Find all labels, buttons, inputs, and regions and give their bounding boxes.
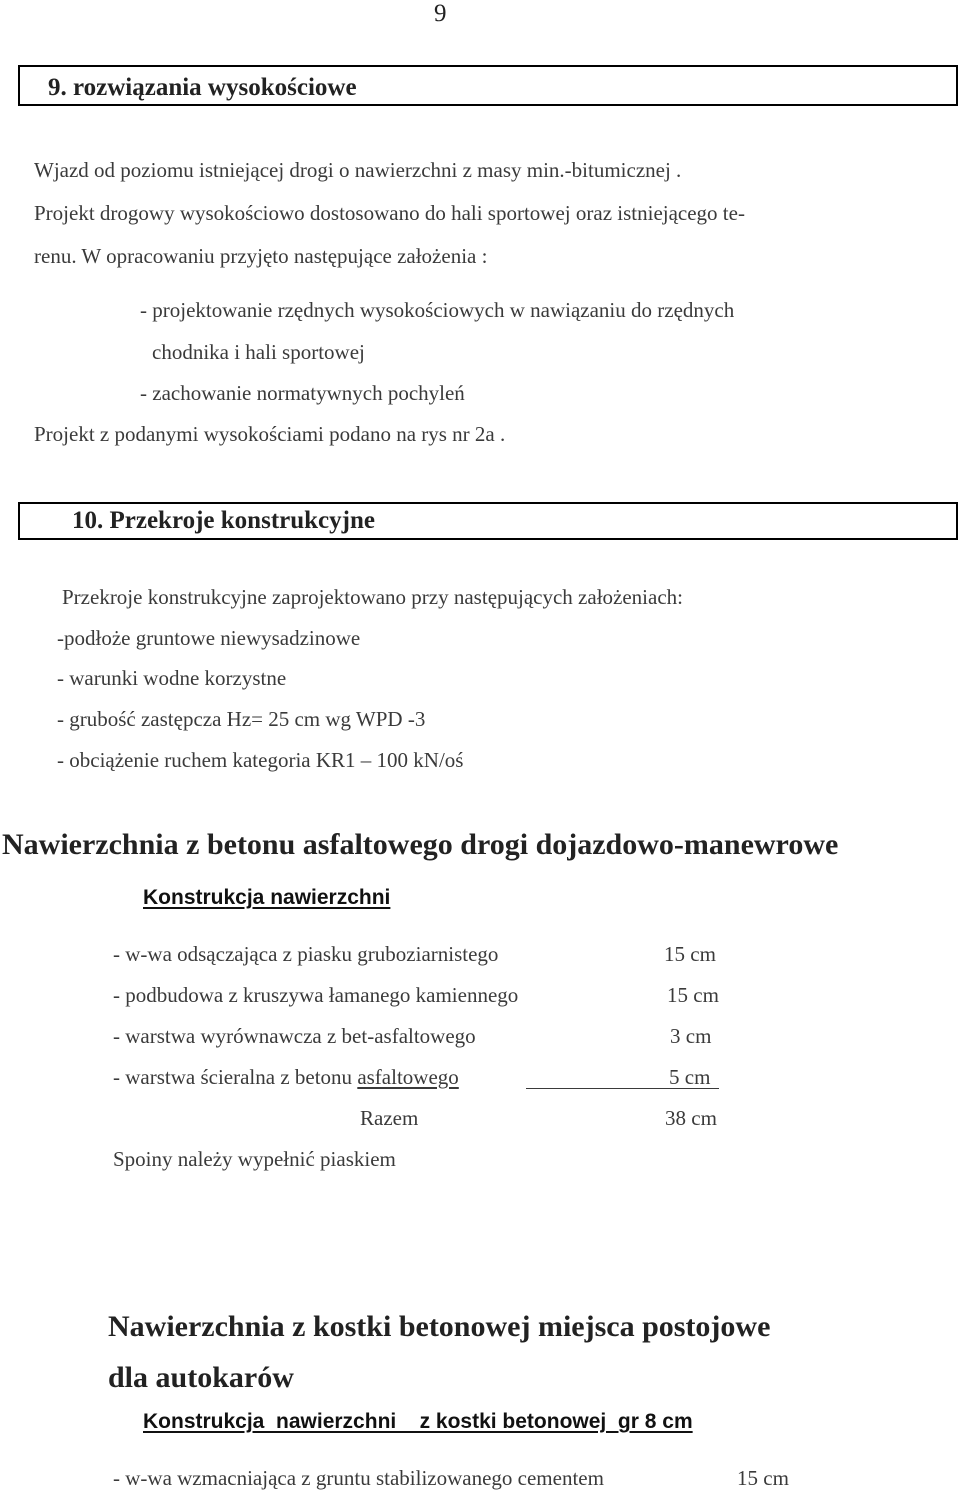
assumption-water-conditions: - warunki wodne korzystne bbox=[57, 666, 287, 690]
asphalt-total-value: 38 cm bbox=[665, 1106, 717, 1130]
asphalt-layer-3-name: - warstwa wyrównawcza z bet-asfaltowego bbox=[113, 1024, 476, 1048]
asphalt-pavement-heading: Nawierzchnia z betonu asfaltowego drogi dojazdowo-manewrowe bbox=[2, 828, 839, 861]
asphalt-layer-1-thickness: 15 cm bbox=[664, 942, 716, 966]
page-number: 9 bbox=[434, 0, 447, 27]
section-9-paragraph-line-3: renu. W opracowaniu przyjęto następujące założenia : bbox=[34, 244, 488, 268]
section-9-paragraph-line-2: Projekt drogowy wysokościowo dostosowano do hali sportowej oraz istniejącego te- bbox=[34, 201, 745, 225]
asphalt-layer-2-thickness: 15 cm bbox=[667, 983, 719, 1007]
section-9-paragraph-line-1: Wjazd od poziomu istniejącej drogi o nawierzchni z masy min.-bitumicznej . bbox=[34, 158, 682, 182]
pavers-construction-subheading: Konstrukcja nawierzchni z kostki betonowej gr 8 cm bbox=[143, 1410, 693, 1433]
asphalt-layer-2-name: - podbudowa z kruszywa łamanego kamiennego bbox=[113, 983, 519, 1007]
assumption-item-1: - projektowanie rzędnych wysokościowych w nawiązaniu do rzędnych bbox=[140, 298, 735, 322]
asphalt-total-label: Razem bbox=[360, 1106, 419, 1130]
asphalt-layer-4-thickness: 5 cm bbox=[669, 1065, 711, 1089]
pavers-layer-1-name: - w-wa wzmacniająca z gruntu stabilizowanego cementem bbox=[113, 1466, 604, 1490]
section-9-closing-line: Projekt z podanymi wysokościami podano na rys nr 2a . bbox=[34, 422, 506, 446]
asphalt-layer-1-name: - w-wa odsączająca z piasku gruboziarnistego bbox=[113, 942, 499, 966]
section-9-title: 9. rozwiązania wysokościowe bbox=[48, 74, 357, 101]
pavers-layer-1-thickness: 15 cm bbox=[737, 1466, 789, 1490]
assumption-equivalent-thickness: - grubość zastępcza Hz= 25 cm wg WPD -3 bbox=[57, 707, 426, 731]
pavers-heading-line-2: dla autokarów bbox=[108, 1361, 294, 1394]
asphalt-layer-4-name-underlined: asfaltowego bbox=[357, 1065, 459, 1089]
asphalt-layer-4-name bbox=[113, 1065, 459, 1089]
assumption-traffic-load: - obciążenie ruchem kategoria KR1 – 100 kN/oś bbox=[57, 748, 464, 772]
assumption-subgrade: -podłoże gruntowe niewysadzinowe bbox=[57, 626, 361, 650]
assumption-item-2: - zachowanie normatywnych pochyleń bbox=[140, 381, 465, 405]
asphalt-joint-note: Spoiny należy wypełnić piaskiem bbox=[113, 1147, 396, 1171]
asphalt-layer-4-name-prefix: - warstwa ścieralna z betonu bbox=[113, 1065, 358, 1089]
asphalt-layer-3-thickness: 3 cm bbox=[670, 1024, 712, 1048]
section-10-intro: Przekroje konstrukcyjne zaprojektowano przy następujących założeniach: bbox=[62, 585, 683, 609]
section-10-title: 10. Przekroje konstrukcyjne bbox=[72, 507, 375, 534]
assumption-item-1-continued: chodnika i hali sportowej bbox=[152, 340, 365, 364]
pavers-heading-line-1: Nawierzchnia z kostki betonowej miejsca postojowe bbox=[108, 1310, 771, 1343]
asphalt-construction-subheading: Konstrukcja nawierzchni bbox=[143, 886, 391, 909]
